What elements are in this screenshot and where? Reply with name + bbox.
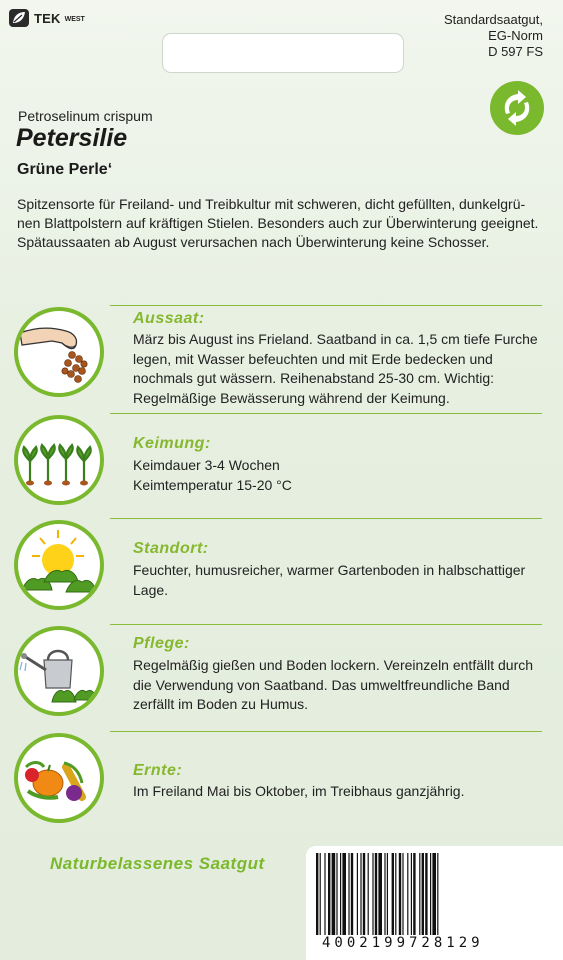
section-title-germination: Keimung: [133, 435, 211, 452]
brand [8, 8, 85, 28]
standard-line-3: D 597 FS [488, 44, 543, 59]
latin-name: Petroselinum crispum [18, 108, 153, 124]
product-name: Petersilie [16, 124, 128, 152]
section-body-care: Regelmäßig gießen und Boden lockern. Vereinzeln entfällt durch die Verwendung von Saatband. Das umweltfreundliche Band zerfällt im Boden zu Humus. [133, 657, 534, 712]
section-body-location: Feuchter, humusreicher, warmer Gartenboden in halbschattiger Lage. [133, 562, 526, 598]
brand-sub: WEST [64, 15, 85, 23]
seed-standard [444, 12, 543, 60]
barcode [316, 853, 548, 935]
section-body-germination: Keimdauer 3-4 Wochen Keimtemperatur 15-20 °C [133, 457, 292, 493]
section-divider [110, 305, 542, 306]
harvest-vegetables-icon [14, 733, 104, 823]
watering-can-icon [14, 626, 104, 716]
ean-number: 4002199728129 [322, 935, 484, 951]
leaf-logo-icon [8, 8, 30, 28]
section-title-harvest: Ernte: [133, 762, 183, 779]
section-title-sowing: Aussaat: [133, 310, 205, 327]
product-description: Spitzensorte für Freiland- und Treibkultur mit schweren, dicht gefüllten, dunkelgrü-nen Blattpolstern auf kräftigen Stielen. Besonders auch zur Überwinterung geeignet. Spätaussaaten ab August verursachen nach Überwinterung keine Schosser. [17, 196, 539, 250]
brand-name: TEK [34, 10, 61, 26]
seedlings-icon [14, 415, 104, 505]
recycle-icon [489, 80, 545, 136]
section-body-sowing: März bis August ins Frieland. Saatband in ca. 1,5 cm tiefe Furche legen, mit Wasser befeuchten und mit Erde bedecken und nochmals gut wässern. Reihenabstand 25-30 cm. Wichtig: Regelmäßige Bewässerung während der Keimung. [133, 331, 538, 406]
packet-window [162, 33, 404, 73]
sowing-hand-icon [14, 307, 104, 397]
section-title-care: Pflege: [133, 635, 190, 652]
natural-seed-tagline: Naturbelassenes Saatgut [50, 854, 265, 873]
section-divider [110, 413, 542, 414]
standard-line-2: EG-Norm [488, 28, 543, 43]
section-divider [110, 518, 542, 519]
variety-name: Grüne Perle‘ [17, 161, 113, 178]
standard-line-1: Standardsaatgut, [443, 12, 543, 27]
section-body-harvest: Im Freiland Mai bis Oktober, im Treibhaus ganzjährig. [133, 783, 465, 799]
section-divider [110, 624, 542, 625]
sun-plants-icon [14, 520, 104, 610]
section-divider [110, 731, 542, 732]
section-title-location: Standort: [133, 540, 209, 557]
